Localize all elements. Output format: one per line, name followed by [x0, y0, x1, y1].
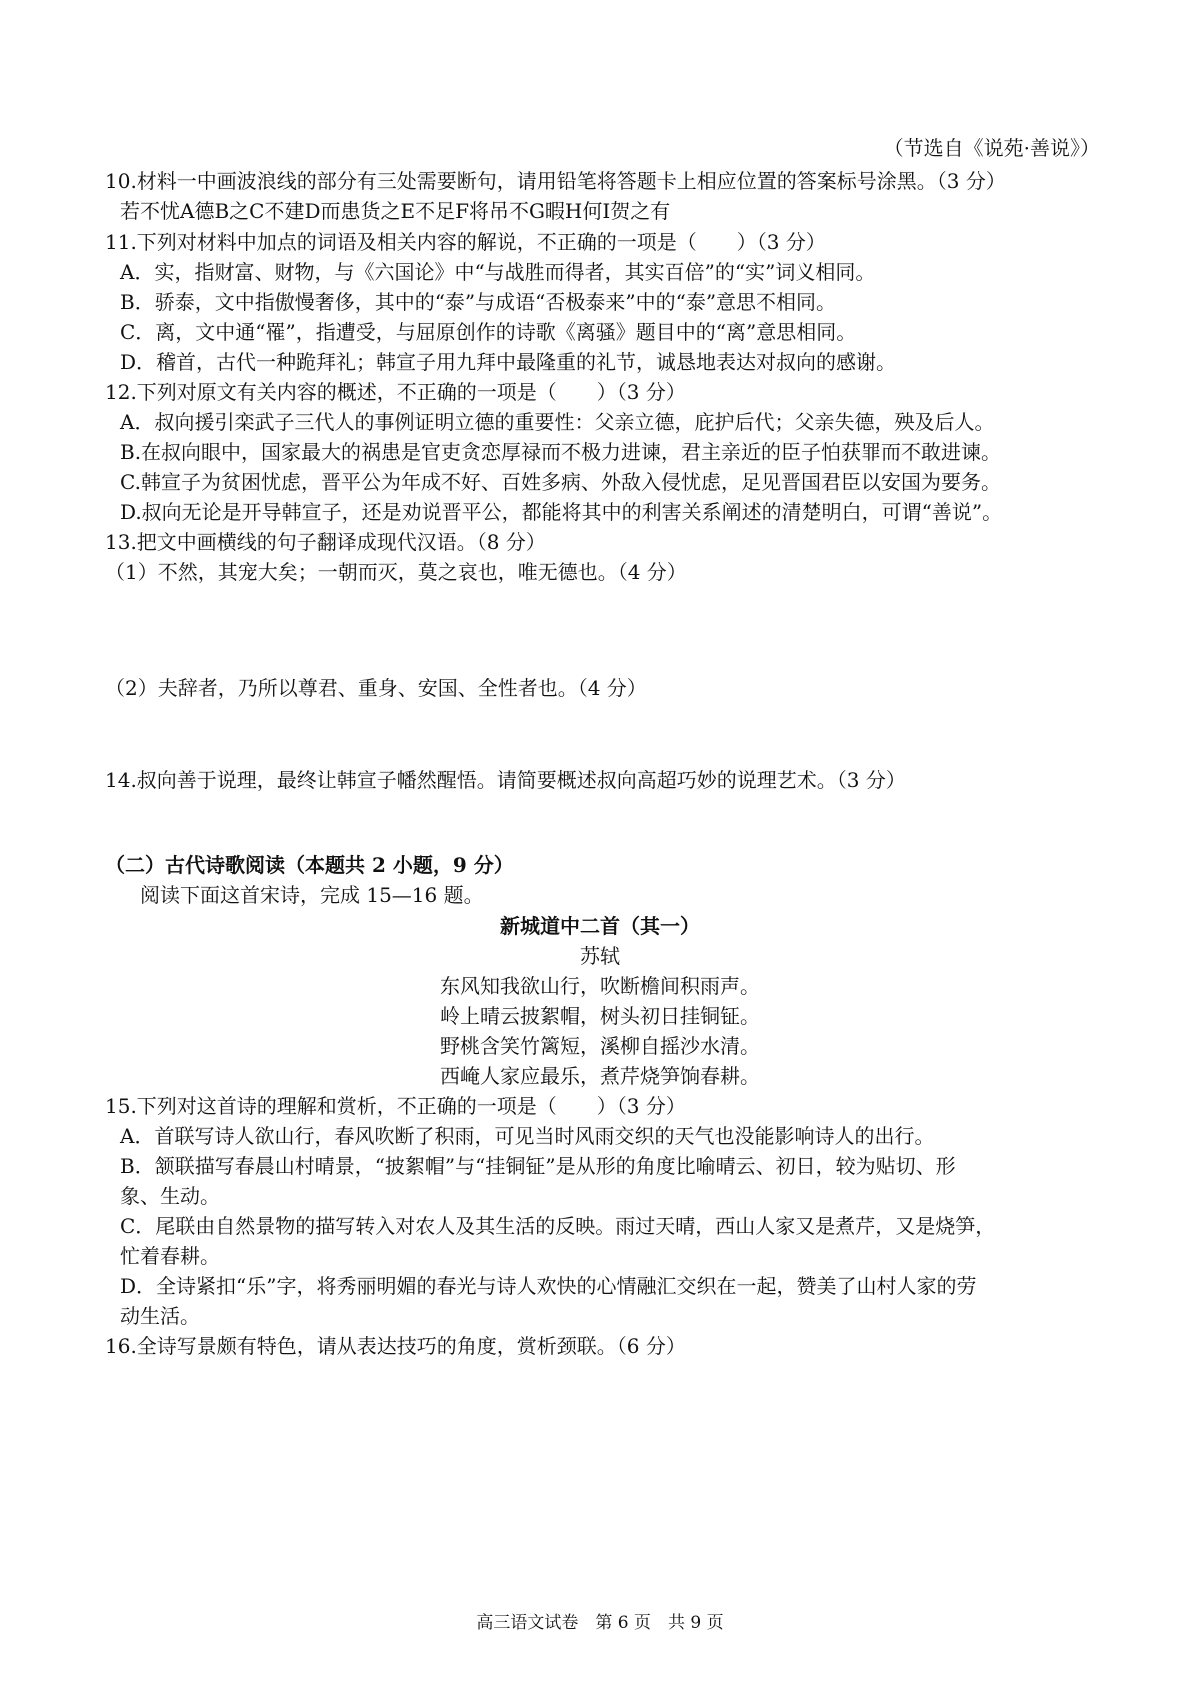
q15-stem: 15.下列对这首诗的理解和赏析，不正确的一项是（ ）（3 分） — [105, 1094, 686, 1118]
q10-stem: 10.材料一中画波浪线的部分有三处需要断句，请用铅笔将答题卡上相应位置的答案标号涂黑。（3 分） — [105, 169, 1006, 193]
poem-line-2: 岭上晴云披絮帽，树头初日挂铜钲。 — [440, 1004, 760, 1028]
q15-option-d-cont: 动生活。 — [120, 1304, 200, 1328]
poem-line-4: 西崦人家应最乐，煮芹烧笋饷春耕。 — [440, 1064, 760, 1088]
q13-part-1: （1）不然，其宠大矣；一朝而灭，莫之哀也，唯无德也。（4 分） — [105, 560, 687, 584]
q12-option-d: D.叔向无论是开导韩宣子，还是劝说晋平公，都能将其中的利害关系阐述的清楚明白，可谓“善说”。 — [120, 500, 1003, 524]
source-note: （节选自《说苑·善说》） — [883, 136, 1100, 160]
page-footer: 高三语文试卷 第 6 页 共 9 页 — [476, 1613, 724, 1633]
q15-option-b: B．颔联描写春晨山村晴景，“披絮帽”与“挂铜钲”是从形的角度比喻晴云、初日，较为贴切、形 — [120, 1154, 956, 1178]
q15-option-b-cont: 象、生动。 — [120, 1184, 220, 1208]
q13-part-2: （2）夫辞者，乃所以尊君、重身、安国、全性者也。（4 分） — [105, 676, 647, 700]
q15-option-a: A．首联写诗人欲山行，春风吹断了积雨，可见当时风雨交织的天气也没能影响诗人的出行。 — [120, 1124, 935, 1148]
q12-option-a: A．叔向援引栾武子三代人的事例证明立德的重要性：父亲立德，庇护后代；父亲失德，殃及后人。 — [120, 410, 995, 434]
q15-option-d: D．全诗紧扣“乐”字，将秀丽明媚的春光与诗人欢快的心情融汇交织在一起，赞美了山村人家的劳 — [120, 1274, 977, 1298]
q12-option-c: C.韩宣子为贫困忧虑，晋平公为年成不好、百姓多病、外敌入侵忧虑，足见晋国君臣以安国为要务。 — [120, 470, 1001, 494]
q11-option-b: B．骄泰，文中指傲慢奢侈，其中的“泰”与成语“否极泰来”中的“泰”意思不相同。 — [120, 290, 837, 314]
q11-option-c: C．离，文中通“罹”，指遭受，与屈原创作的诗歌《离骚》题目中的“离”意思相同。 — [120, 320, 857, 344]
q15-option-c: C．尾联由自然景物的描写转入对农人及其生活的反映。雨过天晴，西山人家又是煮芹，又是烧笋， — [120, 1214, 996, 1238]
q11-option-a: A．实，指财富、财物，与《六国论》中“与战胜而得者，其实百倍”的“实”词义相同。 — [120, 260, 876, 284]
poem-line-3: 野桃含笑竹篱短，溪柳自摇沙水清。 — [440, 1034, 760, 1058]
section2-heading: （二）古代诗歌阅读（本题共 2 小题，9 分） — [105, 853, 514, 877]
poem-line-1: 东风知我欲山行，吹断檐间积雨声。 — [440, 974, 760, 998]
q10-text: 若不忧A德B之C不建D而患货之E不足F将吊不G暇H何I贺之有 — [120, 199, 671, 223]
q11-option-d: D．稽首，古代一种跪拜礼；韩宣子用九拜中最隆重的礼节，诚恳地表达对叔向的感谢。 — [120, 350, 897, 374]
section2-instruction: 阅读下面这首宋诗，完成 15—16 题。 — [140, 883, 484, 907]
q11-stem: 11.下列对材料中加点的词语及相关内容的解说，不正确的一项是（ ）（3 分） — [105, 230, 826, 254]
q15-option-c-cont: 忙着春耕。 — [120, 1244, 220, 1268]
q13-stem: 13.把文中画横线的句子翻译成现代汉语。（8 分） — [105, 530, 546, 554]
q12-option-b: B.在叔向眼中，国家最大的祸患是官吏贪恋厚禄而不极力进谏，君主亲近的臣子怕获罪而不敢进谏。 — [120, 440, 1002, 464]
q14-stem: 14.叔向善于说理，最终让韩宣子幡然醒悟。请简要概述叔向高超巧妙的说理艺术。（3 分） — [105, 768, 906, 792]
q16-stem: 16.全诗写景颇有特色，请从表达技巧的角度，赏析颈联。（6 分） — [105, 1334, 686, 1358]
poem-author: 苏轼 — [580, 944, 620, 968]
q12-stem: 12.下列对原文有关内容的概述，不正确的一项是（ ）（3 分） — [105, 380, 686, 404]
poem-title: 新城道中二首（其一） — [500, 914, 700, 938]
